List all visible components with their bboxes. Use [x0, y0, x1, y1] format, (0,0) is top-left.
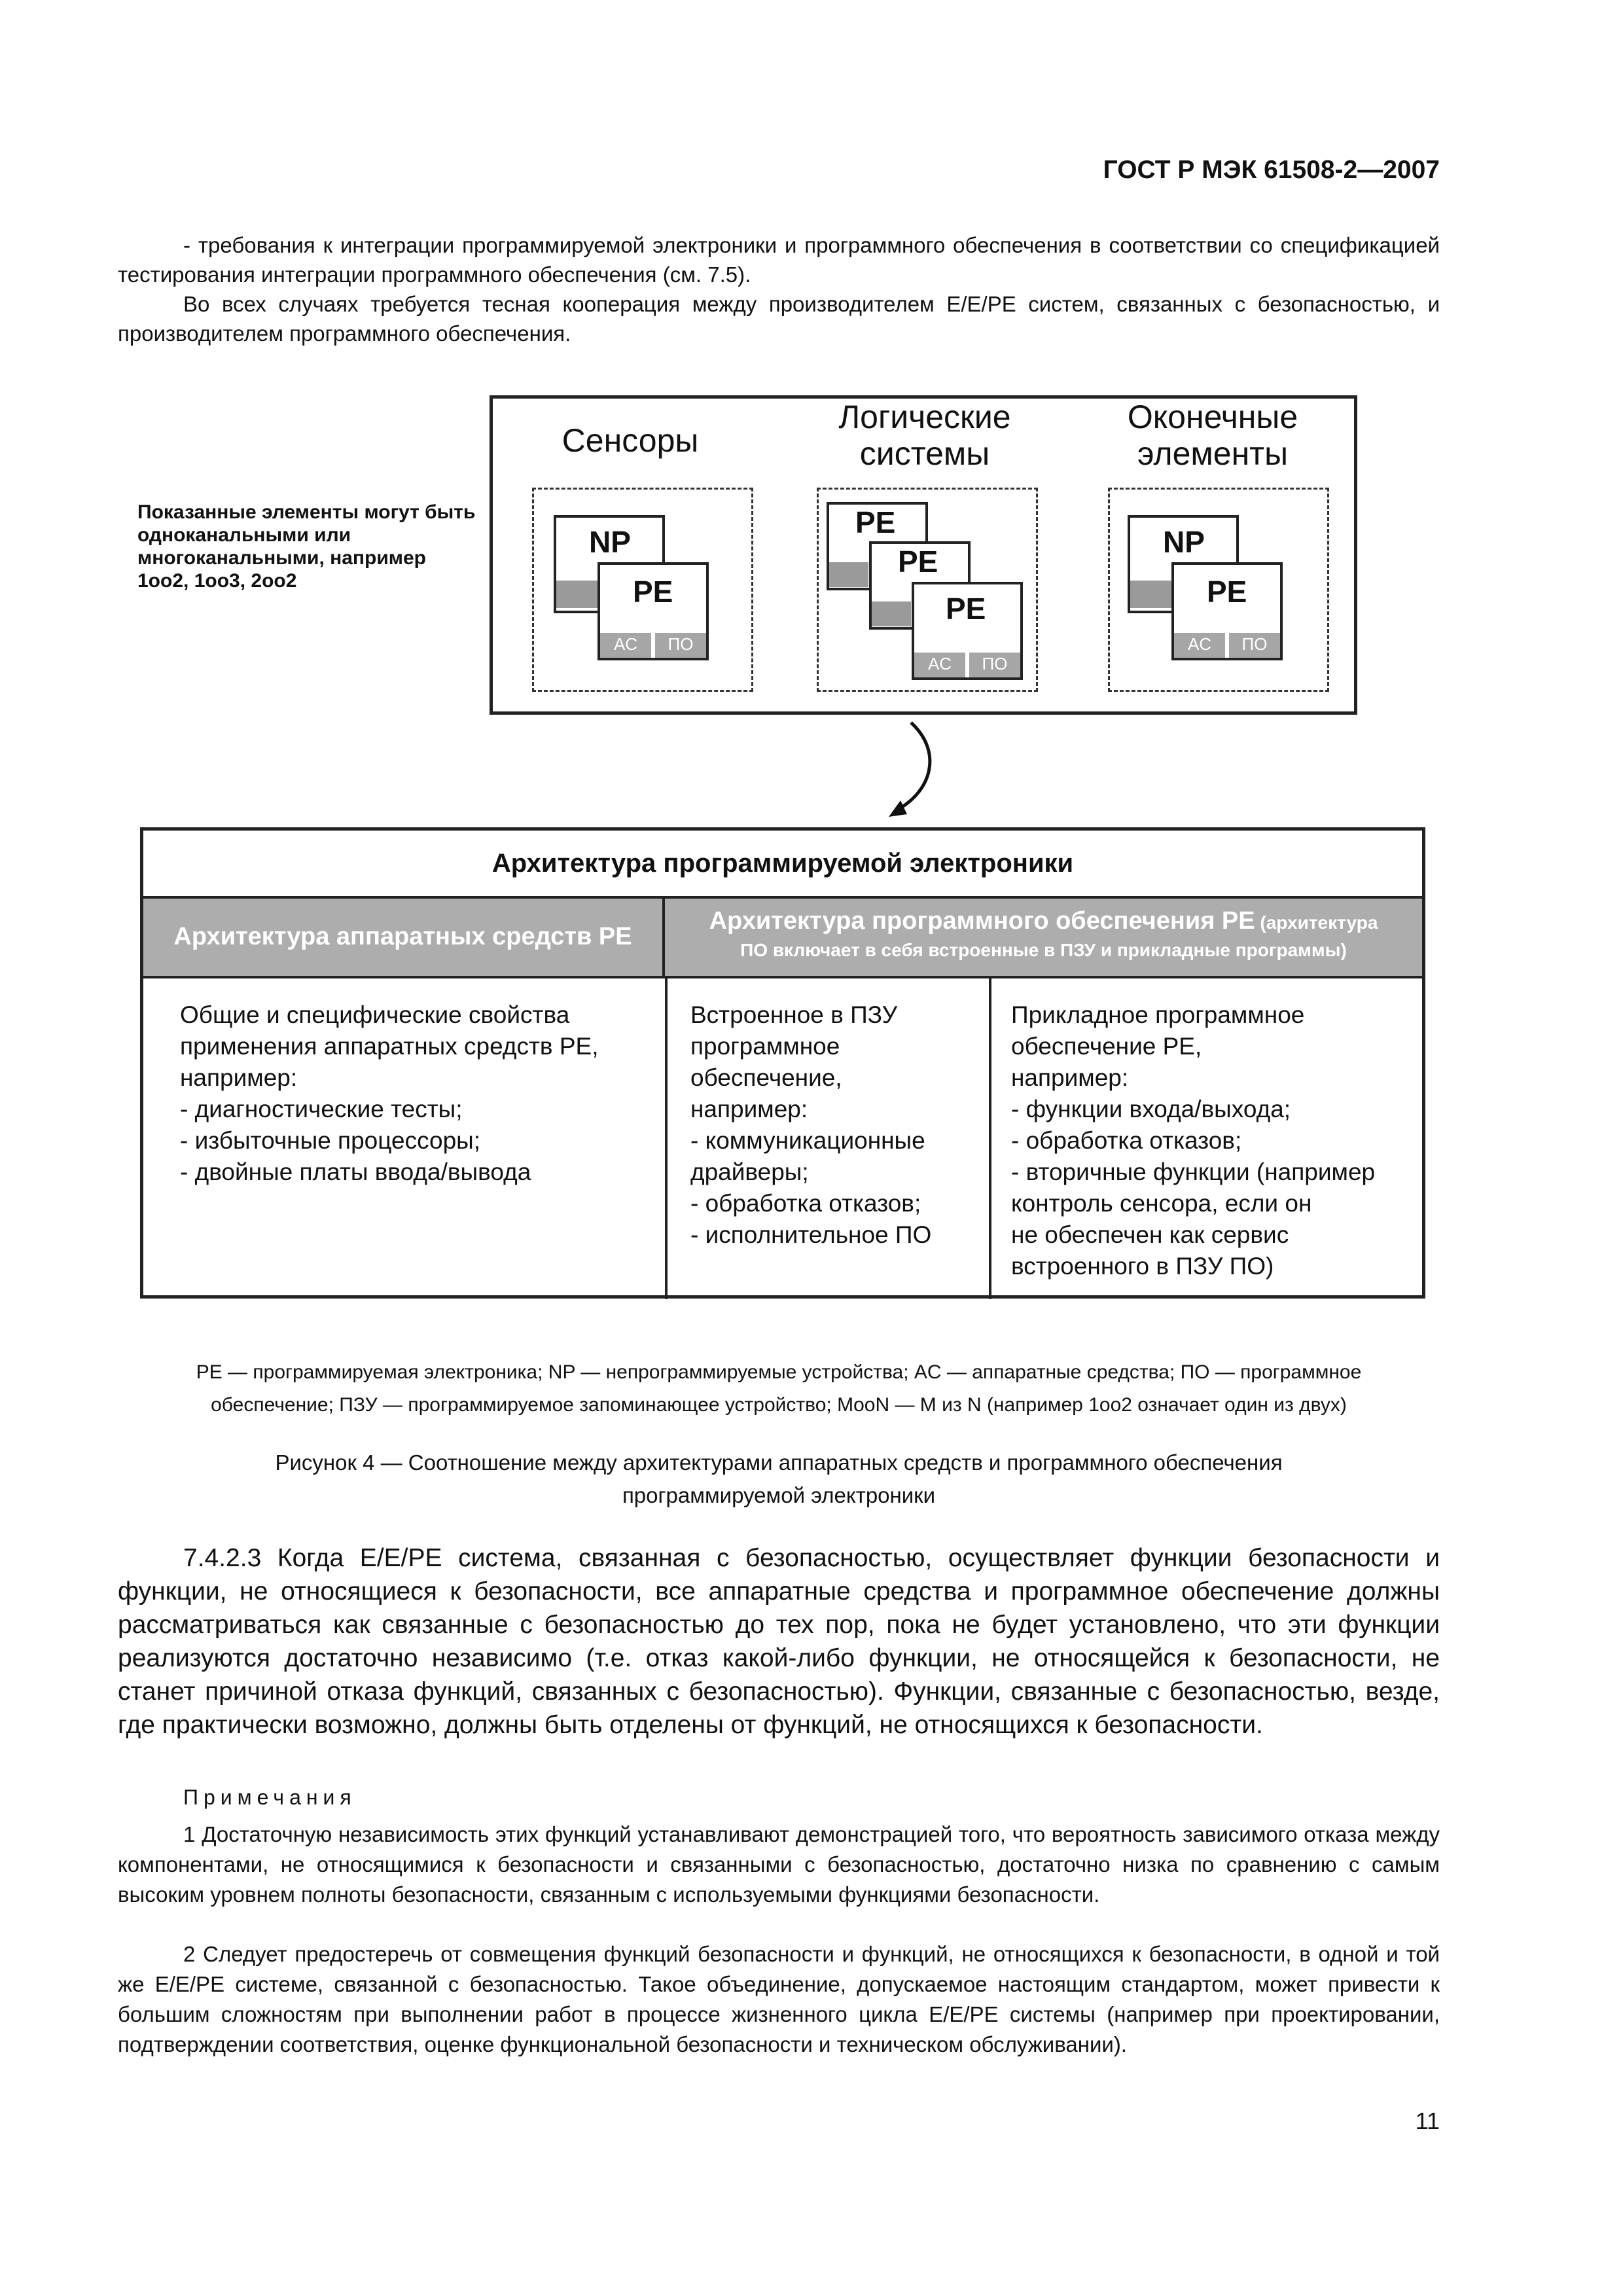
- cell-line: - обработка отказов;: [1011, 1127, 1242, 1154]
- cell-line: обеспечение,: [690, 1064, 842, 1091]
- column-divider: [665, 978, 668, 1299]
- card-gray-tab: [829, 562, 868, 587]
- card-label: PE: [898, 545, 938, 579]
- card-gray-tab: [872, 601, 911, 626]
- mini-po-label: ПО: [655, 633, 706, 658]
- pe-architecture-table: [140, 827, 1425, 1299]
- cell-line: - функции входа/выхода;: [1011, 1096, 1291, 1122]
- notes-heading: Примечания: [183, 1785, 357, 1809]
- caption-line: Рисунок 4 — Соотношение между архитектурами аппаратных средств и программного обеспечения: [275, 1450, 1283, 1475]
- hw-architecture-header: Архитектура аппаратных средств PE: [143, 899, 665, 978]
- intro-paragraph-2: Во всех случаях требуется тесная кооперация между производителем E/E/PE систем, связанных с безопасностью, и производителем программного обеспечения.: [118, 292, 1440, 346]
- cell-line: - двойные платы ввода/вывода: [180, 1158, 531, 1185]
- page-number: 11: [1415, 2108, 1440, 2134]
- mini-po-label: ПО: [1229, 633, 1280, 658]
- final-pe-card: [1171, 562, 1283, 660]
- cell-line: Прикладное программное: [1011, 1001, 1305, 1028]
- card-label: PE: [633, 575, 673, 609]
- figure-legend: [118, 1356, 1440, 1422]
- legend-line: PE — программируемая электроника; NP — непрограммируемые устройства; AC — аппаратные средства; ПО — программное: [196, 1361, 1362, 1383]
- mini-ac-label: AC: [600, 633, 651, 658]
- figure-channels-box: [490, 395, 1357, 715]
- mini-ac-label: AC: [914, 653, 965, 677]
- cell-line: - вторичные функции (например: [1011, 1158, 1376, 1185]
- cell-line: контроль сенсора, если он: [1011, 1190, 1312, 1217]
- note-1: 1 Достаточную независимость этих функций устанавливают демонстрацией того, что вероятность зависимого отказа между компонентами, не относящимися к безопасности и связанными с безопасностью, достаточно низка по сравнению с самым высоким уровнем полноты безопасности, связанным с используемыми функциями безопасности.: [118, 1822, 1440, 1907]
- logic-pe-card-3: [912, 582, 1023, 680]
- figure-side-note: Показанные элементы могут быть одноканальными или многоканальными, например 1oo2, 1oo3, 2oo2: [137, 501, 476, 592]
- hw-properties-cell: [180, 999, 651, 1188]
- sw-header-main: Архитектура программного обеспечения PE: [709, 907, 1255, 935]
- application-software-cell: [1011, 999, 1417, 1282]
- sensors-pe-card: [597, 562, 709, 660]
- column-title-logic: Логические системы: [838, 399, 1011, 472]
- column-divider: [989, 978, 991, 1299]
- curved-arrow-icon: [870, 719, 949, 830]
- note-2: 2 Следует предостеречь от совмещения функций безопасности и функций, не относящихся к безопасности, в одной и той же E/E/PE системе, связанной с безопасностью. Такое объединение, допускаемое настоящим стандартом, может привести к большим сложностям при выполнении работ в процессе жизненного цикла E/E/PE системы (например при проектировании, подтверждении соответствия, оценке функциональной безопасности и техническом обслуживании).: [118, 1942, 1440, 2056]
- sw-architecture-header: [665, 899, 1422, 978]
- cell-line: Общие и специфические свойства: [180, 1001, 570, 1028]
- cell-line: применения аппаратных средств PE,: [180, 1033, 599, 1060]
- card-gray-tab: [556, 581, 599, 608]
- cell-line: например:: [1011, 1064, 1129, 1091]
- cell-line: обеспечение PE,: [1011, 1033, 1202, 1060]
- cell-line: - избыточные процессоры;: [180, 1127, 481, 1154]
- card-label: NP: [589, 525, 631, 559]
- cell-line: программное: [690, 1033, 840, 1060]
- card-label: PE: [1207, 575, 1247, 609]
- card-label: PE: [855, 505, 896, 539]
- cell-line: - обработка отказов;: [690, 1190, 921, 1217]
- mini-ac-label: AC: [1174, 633, 1225, 658]
- caption-line: программируемой электроники: [622, 1483, 936, 1507]
- table-title: Архитектура программируемой электроники: [143, 831, 1422, 899]
- cell-line: не обеспечен как сервис: [1011, 1221, 1289, 1248]
- column-title-final-elements: Оконечные элементы: [1127, 399, 1298, 472]
- cell-line: встроенного в ПЗУ ПО): [1011, 1253, 1274, 1280]
- card-gray-tab: [1130, 581, 1173, 608]
- card-label: PE: [946, 592, 986, 626]
- mini-po-label: ПО: [969, 653, 1020, 677]
- section-7-4-2-3-paragraph: 7.4.2.3 Когда E/E/PE система, связанная с безопасностью, осуществляет функции безопасности и функции, не относящиеся к безопасности, все аппаратные средства и программное обеспечение должны рассматриваться как связанные с безопасностью до тех пор, пока не будет установлено, что эти функции реализуются достаточно независимо (т.е. отказ какой-либо функции, не относящейся к безопасности, не станет причиной отказа функций, связанных с безопасностью). Функции, связанные с безопасностью, везде, где практически возможно, должны быть отделены от функций, не относящихся к безопасности.: [118, 1544, 1440, 1739]
- cell-line: - диагностические тесты;: [180, 1096, 463, 1122]
- intro-paragraph-1: - требования к интеграции программируемой электроники и программного обеспечения в соответствии со спецификацией тестирования интеграции программного обеспечения (см. 7.5).: [118, 233, 1440, 287]
- cell-line: Встроенное в ПЗУ: [690, 1001, 898, 1028]
- cell-line: драйверы;: [690, 1158, 809, 1185]
- card-label: NP: [1163, 525, 1205, 559]
- sw-header-sub: ПО включает в себя встроенные в ПЗУ и прикладные программы): [740, 940, 1347, 960]
- figure-caption: [118, 1446, 1440, 1512]
- cell-line: - коммуникационные: [690, 1127, 925, 1154]
- embedded-software-cell: [690, 999, 978, 1251]
- cell-line: например:: [690, 1096, 808, 1122]
- document-code: ГОСТ Р МЭК 61508-2—2007: [1103, 156, 1440, 184]
- sw-header-paren: (архитектура: [1255, 912, 1378, 933]
- legend-line: обеспечение; ПЗУ — программируемое запоминающее устройство; MooN — M из N (например 1oo2 означает один из двух): [211, 1394, 1347, 1416]
- cell-line: например:: [180, 1064, 298, 1091]
- cell-line: - исполнительное ПО: [690, 1221, 932, 1248]
- column-title-sensors: Сенсоры: [562, 422, 699, 459]
